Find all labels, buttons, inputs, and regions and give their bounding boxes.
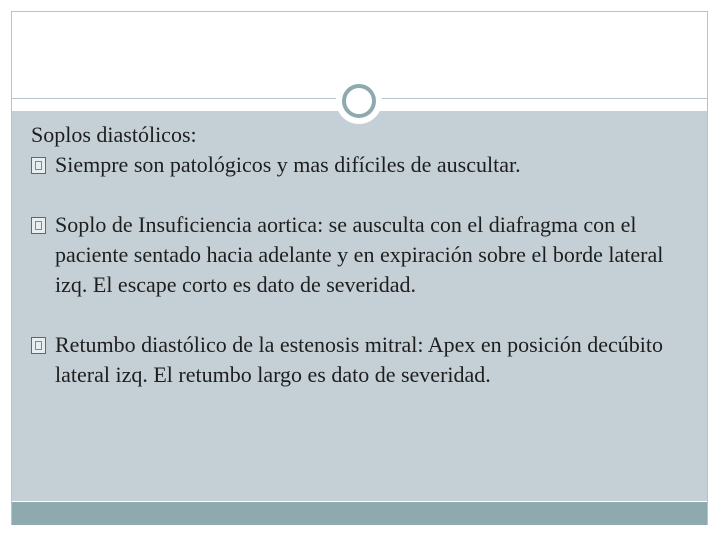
section-heading: Soplos diastólicos: <box>31 122 197 147</box>
list-item <box>31 330 691 390</box>
box-bullet-icon <box>31 217 46 234</box>
box-bullet-icon <box>31 337 46 354</box>
circle-ring-inner <box>342 84 376 118</box>
spacer <box>31 180 691 210</box>
circle-ring-icon <box>336 78 382 124</box>
spacer <box>31 300 691 330</box>
box-bullet-icon <box>31 157 46 174</box>
list-item <box>31 210 691 300</box>
footer-band <box>12 502 707 525</box>
list-item-text: Retumbo diastólico de la estenosis mitral: Apex en posición decúbito lateral izq. El retumbo largo es dato de severidad. <box>55 332 663 387</box>
list-item-text: Soplo de Insuficiencia aortica: se ausculta con el diafragma con el paciente sentado hacia adelante y en expiración sobre el borde lateral izq. El escape corto es dato de severidad. <box>55 212 664 297</box>
list-item-text: Siempre son patológicos y mas difíciles de auscultar. <box>55 152 521 177</box>
body-text <box>31 120 691 390</box>
list-item <box>31 150 691 180</box>
